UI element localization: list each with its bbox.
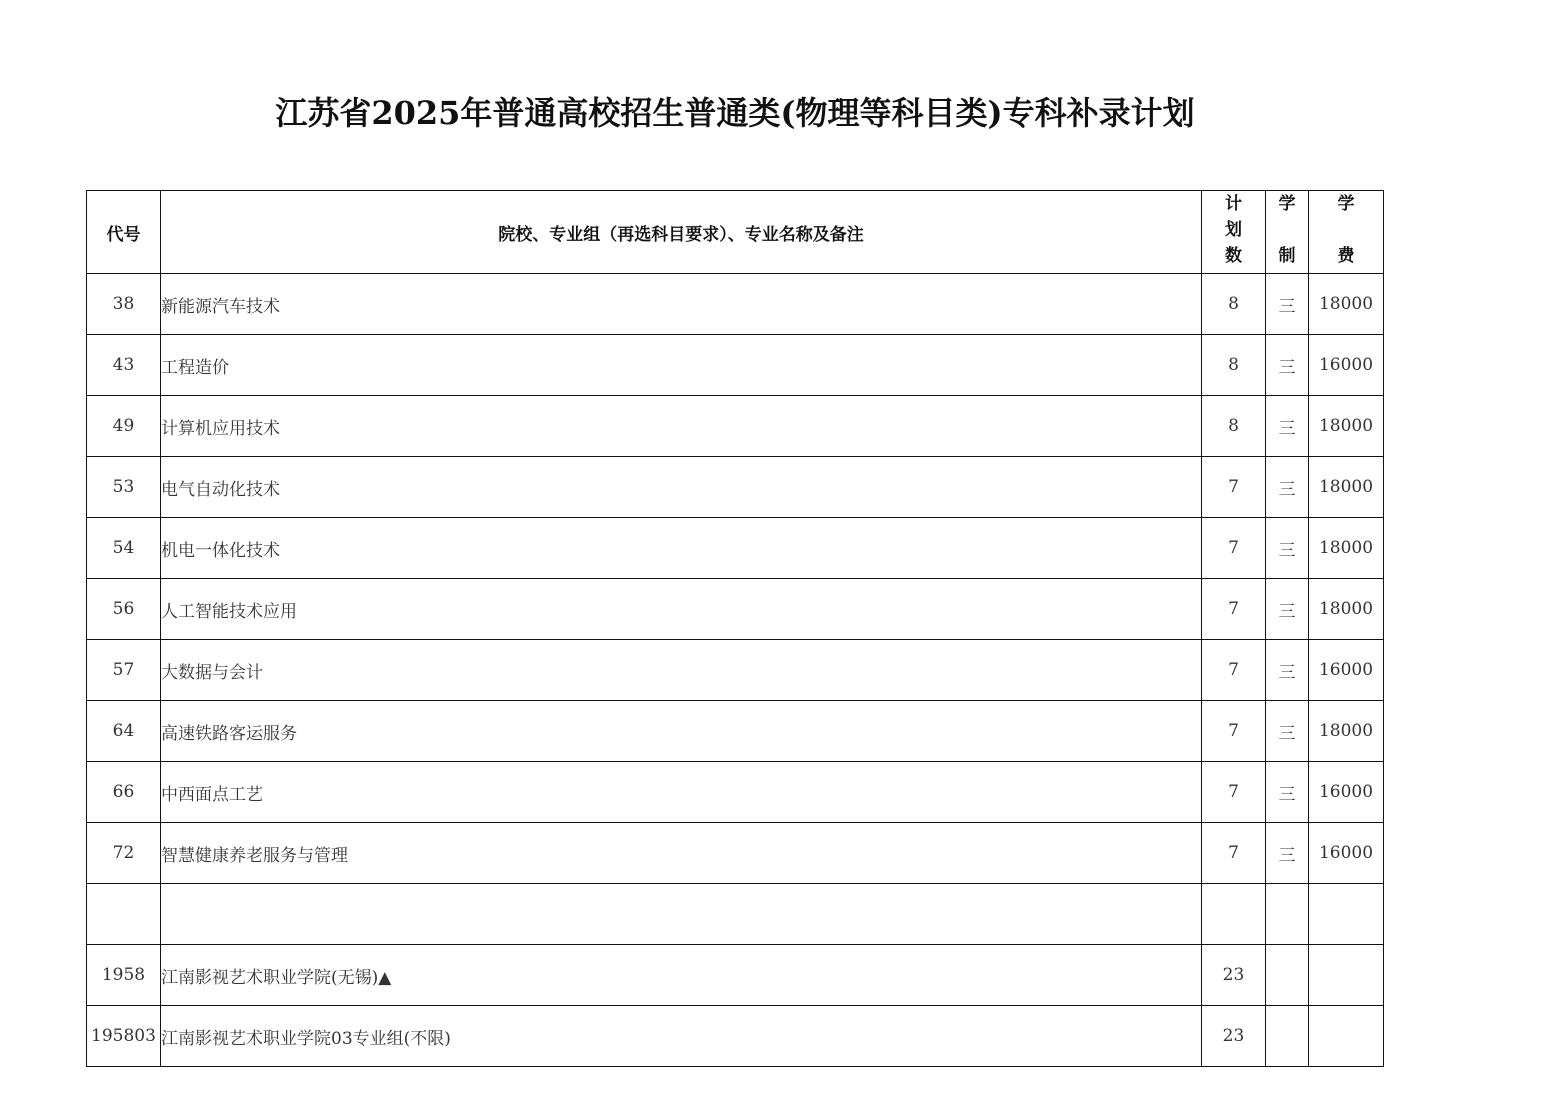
row-name: 智慧健康养老服务与管理 <box>161 823 1202 884</box>
row-name: 新能源汽车技术 <box>161 274 1202 335</box>
row-name: 机电一体化技术 <box>161 518 1202 579</box>
row-plan: 8 <box>1202 335 1266 396</box>
row-years <box>1266 1006 1309 1067</box>
row-fee: 18000 <box>1309 701 1384 762</box>
row-fee: 16000 <box>1309 762 1384 823</box>
row-fee <box>1309 884 1384 945</box>
row-years: 三 <box>1266 518 1309 579</box>
header-years <box>1266 191 1309 274</box>
row-plan: 7 <box>1202 762 1266 823</box>
row-years: 三 <box>1266 701 1309 762</box>
row-years: 三 <box>1266 640 1309 701</box>
row-years: 三 <box>1266 762 1309 823</box>
row-code: 72 <box>87 823 161 884</box>
row-code: 1958 <box>87 945 161 1006</box>
row-fee <box>1309 945 1384 1006</box>
row-plan: 23 <box>1202 945 1266 1006</box>
plan-table <box>86 190 1384 1067</box>
row-name: 江南影视艺术职业学院(无锡)▲ <box>161 945 1202 1006</box>
row-name: 电气自动化技术 <box>161 457 1202 518</box>
table-row <box>87 701 1384 762</box>
row-name: 计算机应用技术 <box>161 396 1202 457</box>
table-row <box>87 823 1384 884</box>
row-years: 三 <box>1266 823 1309 884</box>
row-plan: 7 <box>1202 518 1266 579</box>
row-fee: 18000 <box>1309 518 1384 579</box>
row-name: 江南影视艺术职业学院03专业组(不限) <box>161 1006 1202 1067</box>
row-years: 三 <box>1266 335 1309 396</box>
row-name: 中西面点工艺 <box>161 762 1202 823</box>
table-row <box>87 579 1384 640</box>
table-row <box>87 518 1384 579</box>
row-name: 高速铁路客运服务 <box>161 701 1202 762</box>
table-row <box>87 396 1384 457</box>
row-years <box>1266 945 1309 1006</box>
row-code: 195803 <box>87 1006 161 1067</box>
row-code: 57 <box>87 640 161 701</box>
header-plan-char: 数 <box>1225 246 1242 266</box>
row-code: 49 <box>87 396 161 457</box>
row-code: 43 <box>87 335 161 396</box>
row-fee: 16000 <box>1309 823 1384 884</box>
row-fee: 18000 <box>1309 457 1384 518</box>
row-code: 56 <box>87 579 161 640</box>
row-name: 人工智能技术应用 <box>161 579 1202 640</box>
row-code: 64 <box>87 701 161 762</box>
row-code <box>87 884 161 945</box>
page-title: 江苏省2025年普通高校招生普通类(物理等科目类)专科补录计划 <box>275 94 1195 132</box>
header-code: 代号 <box>87 191 161 274</box>
row-years: 三 <box>1266 457 1309 518</box>
header-plan-char: 划 <box>1225 220 1242 240</box>
header-plan-char: 计 <box>1225 194 1242 214</box>
row-code: 53 <box>87 457 161 518</box>
row-fee: 18000 <box>1309 274 1384 335</box>
row-plan: 7 <box>1202 823 1266 884</box>
row-plan: 8 <box>1202 396 1266 457</box>
table-row <box>87 640 1384 701</box>
row-code: 66 <box>87 762 161 823</box>
header-years-char: 制 <box>1278 246 1296 266</box>
row-plan: 8 <box>1202 274 1266 335</box>
row-name <box>161 884 1202 945</box>
table-row <box>87 1006 1384 1067</box>
row-fee: 16000 <box>1309 335 1384 396</box>
header-fee-char: 费 <box>1337 246 1355 266</box>
row-years: 三 <box>1266 274 1309 335</box>
row-plan: 7 <box>1202 457 1266 518</box>
table-header-row <box>87 191 1384 274</box>
table-row <box>87 762 1384 823</box>
row-fee: 18000 <box>1309 579 1384 640</box>
row-plan: 23 <box>1202 1006 1266 1067</box>
row-name: 大数据与会计 <box>161 640 1202 701</box>
row-code: 38 <box>87 274 161 335</box>
row-name: 工程造价 <box>161 335 1202 396</box>
table-row <box>87 457 1384 518</box>
row-plan: 7 <box>1202 640 1266 701</box>
row-plan: 7 <box>1202 701 1266 762</box>
row-plan <box>1202 884 1266 945</box>
row-fee <box>1309 1006 1384 1067</box>
row-years: 三 <box>1266 579 1309 640</box>
row-fee: 16000 <box>1309 640 1384 701</box>
row-code: 54 <box>87 518 161 579</box>
header-name: 院校、专业组（再选科目要求）、专业名称及备注 <box>161 191 1202 274</box>
header-fee-char: 学 <box>1337 194 1355 214</box>
table-row <box>87 945 1384 1006</box>
row-years <box>1266 884 1309 945</box>
header-fee <box>1309 191 1384 274</box>
row-plan: 7 <box>1202 579 1266 640</box>
table-row <box>87 274 1384 335</box>
table-row <box>87 884 1384 945</box>
header-plan <box>1202 191 1266 274</box>
row-years: 三 <box>1266 396 1309 457</box>
table-row <box>87 335 1384 396</box>
row-fee: 18000 <box>1309 396 1384 457</box>
header-years-char: 学 <box>1278 194 1296 214</box>
